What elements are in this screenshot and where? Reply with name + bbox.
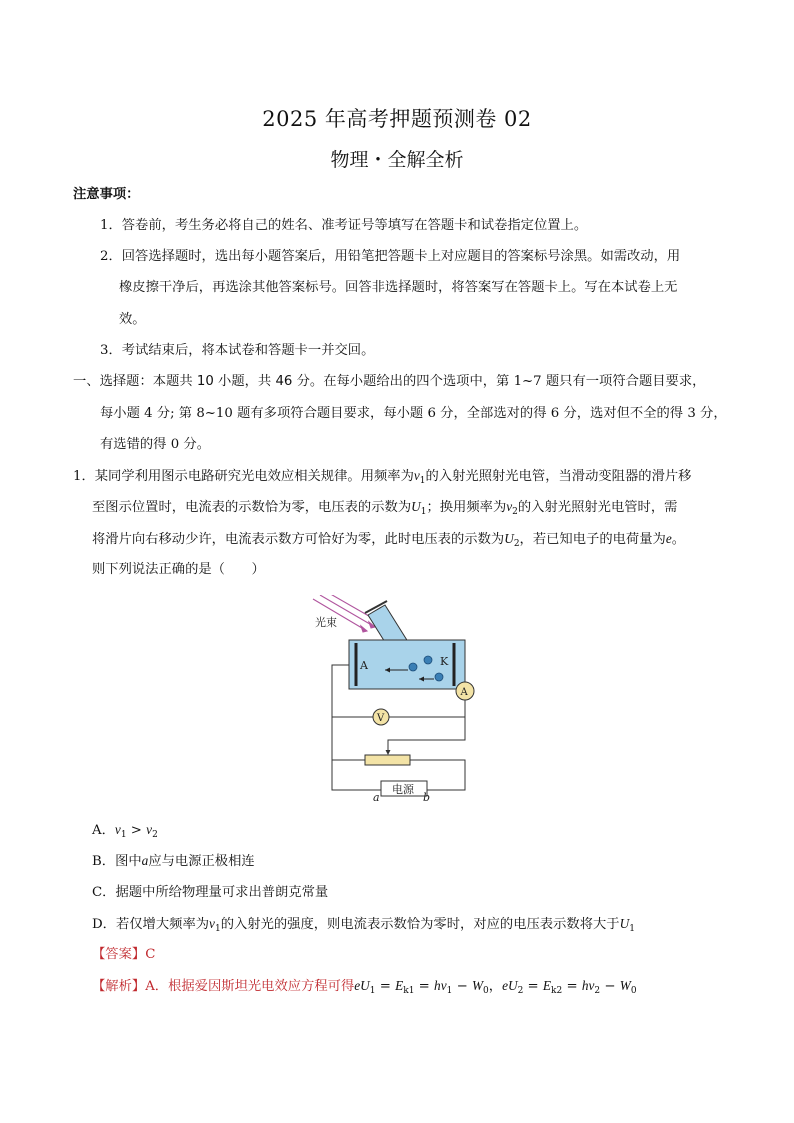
question-1-line-3: [92, 530, 685, 553]
equals-symbol: =: [562, 979, 582, 994]
page-subtitle: 物理・全解全析: [330, 149, 464, 171]
equation-term: hν: [434, 978, 447, 993]
q1-text: 的入射光照射光电管，当滑动变阻器的滑片移: [425, 469, 692, 484]
subscript: 1: [420, 507, 427, 517]
subscript: 2: [594, 986, 601, 996]
section-label: 一、选择题：: [73, 374, 153, 389]
section-intro-line-3: 有选错的得 0 分。: [100, 437, 210, 452]
subscript: 1: [214, 924, 221, 934]
section-intro-line-2: 每小题 4 分; 第 8~10 题有多项符合题目要求，每小题 6 分，全部选对的得 6 分，选对但不全的得 3 分，: [100, 406, 727, 421]
equation-term: E: [542, 978, 552, 993]
separator: ，: [488, 979, 503, 994]
u-symbol: U: [411, 499, 421, 514]
equation-term: eU: [502, 978, 518, 993]
u-symbol: U: [504, 531, 514, 546]
option-a-prefix: A．: [92, 823, 115, 838]
nu-symbol: ν: [413, 468, 420, 483]
analysis-text: A．根据爱因斯坦光电效应方程可得: [145, 979, 355, 994]
subscript: 1: [120, 830, 127, 840]
q1-text: 的入射光照射光电管时，需: [517, 500, 678, 515]
minus-symbol: −: [600, 979, 620, 994]
q1-text: ；换用频率为: [426, 500, 507, 515]
subscript: k: [403, 986, 409, 996]
gt-symbol: >: [126, 823, 147, 838]
subscript: 0: [483, 986, 489, 996]
u-symbol: U: [619, 916, 630, 931]
equals-symbol: =: [523, 979, 543, 994]
nu-symbol: ν: [146, 822, 153, 837]
cathode-label: K: [440, 655, 449, 668]
subscript: 0: [630, 986, 637, 996]
question-1-line-2: [92, 498, 677, 521]
equals-symbol: =: [375, 979, 396, 994]
subscript: 1: [419, 476, 426, 486]
light-beam-label: 光束: [315, 616, 337, 629]
notice-item-2-line-1: 2．回答选择题时，选出每小题答案后，用铅笔把答题卡上对应题目的答案标号涂黑。如需改动，用: [100, 249, 681, 264]
anode-label: A: [360, 659, 368, 672]
section-intro-line-1: [73, 373, 705, 391]
notice-item-2-line-2: 橡皮擦干净后，再选涂其他答案标号。回答非选择题时，将答案写在答题卡上。写在本试卷上无: [119, 280, 678, 295]
equation-term: eU: [354, 978, 370, 993]
option-b-text: 应与电源正极相连: [148, 854, 255, 869]
question-1-line-1: [73, 467, 691, 490]
equation-term: W: [619, 978, 631, 993]
subscript: 1: [629, 924, 635, 934]
subscript: k: [551, 986, 557, 996]
voltmeter-label: V: [377, 713, 385, 724]
nu-symbol: ν: [114, 822, 121, 837]
terminal-a-label: a: [373, 791, 380, 804]
section-desc-rest: ，第 1~7 题只有一项符合题目要求，: [482, 374, 706, 389]
subscript: 2: [517, 986, 524, 996]
ammeter-label: A: [460, 687, 468, 698]
nu-symbol: ν: [209, 916, 215, 931]
photoelectric-circuit-figure: [305, 595, 480, 805]
q1-text: ，若已知电子的电荷量为: [519, 532, 666, 547]
equation-term: E: [395, 978, 404, 993]
answer-value: C: [145, 947, 156, 962]
notice-item-2-line-3: 效。: [119, 312, 146, 327]
analysis-label: 【解析】: [92, 979, 146, 994]
section-desc: 本题共 10 小题，共 46 分。在每小题给出的四个选项中: [152, 374, 483, 389]
subscript: 2: [513, 539, 520, 549]
analysis-line: [92, 977, 637, 1000]
subscript: 2: [152, 830, 158, 840]
equals-symbol: =: [414, 979, 435, 994]
option-d-text: D．若仅增大频率为: [92, 917, 210, 932]
equation-term: W: [471, 978, 484, 993]
power-source-label: 电源: [392, 783, 414, 796]
a-symbol: a: [141, 853, 149, 868]
question-1-line-4: 则下列说法正确的是（ ）: [92, 562, 265, 577]
q1-text: 1．某同学利用图示电路研究光电效应相关规律。用频率为: [73, 469, 414, 484]
subscript: 2: [556, 986, 563, 996]
page-title: 2025 年高考押题预测卷 02: [262, 107, 532, 131]
option-b-prefix: B．图中: [92, 854, 142, 869]
q1-text: 至图示位置时，电流表的示数恰为零，电压表的示数为: [92, 500, 412, 515]
terminal-b-label: b: [423, 791, 431, 804]
q1-text: 。: [671, 532, 686, 547]
minus-symbol: −: [452, 979, 472, 994]
option-d-text: 的入射光的强度，则电流表示数恰为零时，对应的电压表示数将大于: [220, 917, 620, 932]
e-symbol: e: [665, 531, 672, 546]
answer-label: 【答案】: [92, 947, 146, 962]
subscript: 1: [408, 986, 415, 996]
option-d: [92, 915, 635, 938]
option-a: [92, 821, 158, 844]
notice-item-3: 3．考试结束后，将本试卷和答题卡一并交回。: [100, 343, 375, 358]
nu-symbol: ν: [506, 499, 513, 514]
subscript: 1: [446, 986, 453, 996]
subscript: 2: [512, 507, 518, 517]
rheostat: [365, 755, 410, 765]
option-c: C．据题中所给物理量可求出普朗克常量: [92, 885, 329, 900]
q1-text: 将滑片向右移动少许，电流表示数方可恰好为零，此时电压表的示数为: [92, 532, 505, 547]
answer-line: [92, 946, 155, 964]
subscript: 1: [369, 986, 376, 996]
equation-term: hν: [581, 978, 595, 993]
notice-item-1: 1．答卷前，考生务必将自己的姓名、准考证号等填写在答题卡和试卷指定位置上。: [100, 218, 588, 233]
option-b: [92, 852, 255, 871]
rheostat-slider: [386, 750, 391, 755]
notice-heading: 注意事项：: [73, 187, 140, 202]
